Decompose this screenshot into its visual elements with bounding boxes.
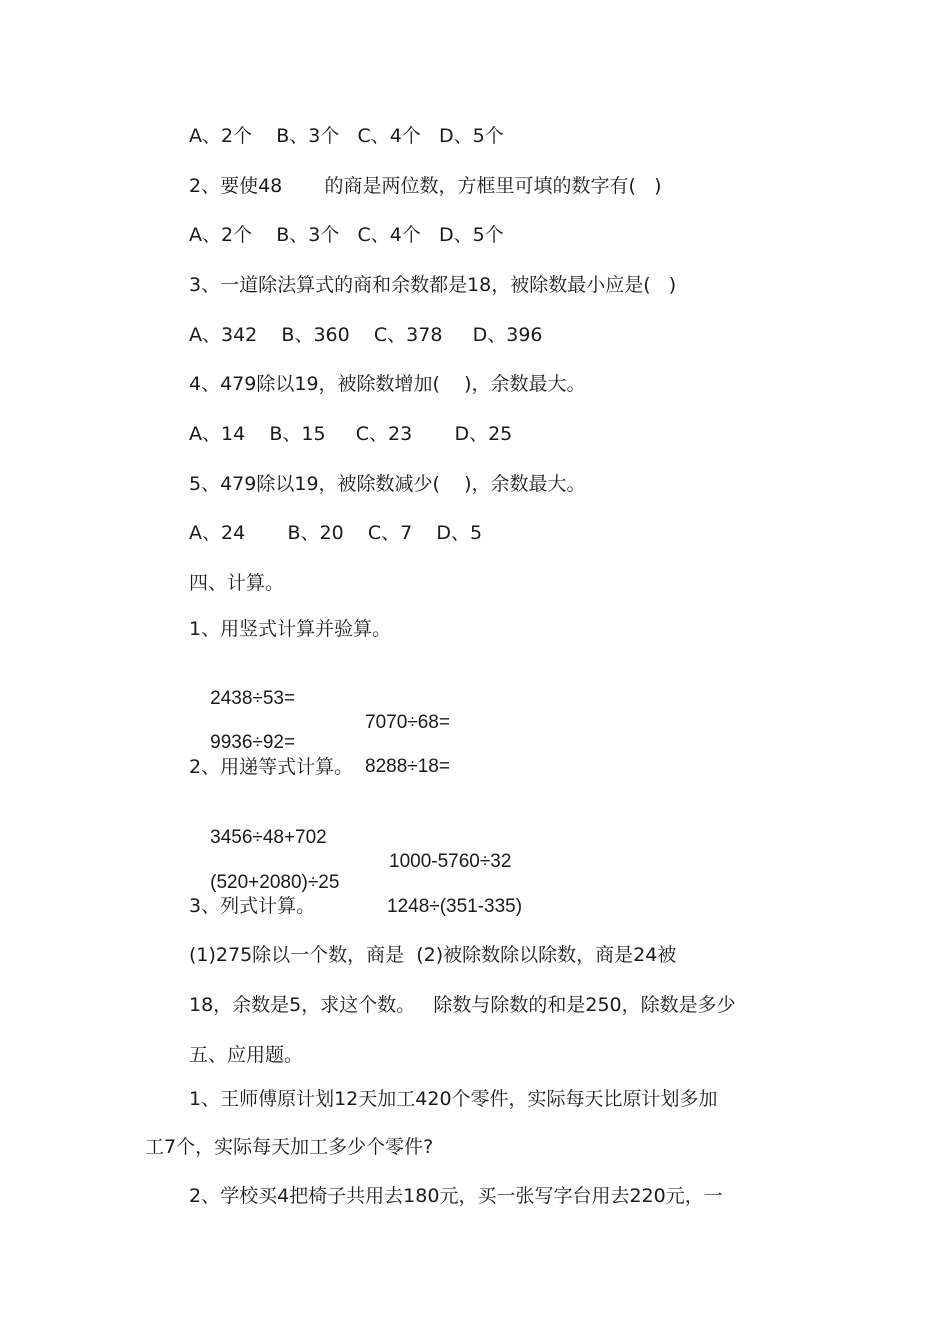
q3-question: 3、一道除法算式的商和余数都是18，被除数最小应是( ) xyxy=(189,274,677,296)
calc-item: 8288÷18= xyxy=(365,756,450,777)
subsection-formula-calculation: 3、列式计算。 xyxy=(189,895,316,917)
calc-item: (520+2080)÷25 xyxy=(210,872,340,893)
q4-question: 4、479除以19，被除数增加( )，余数最大。 xyxy=(189,373,586,395)
subsection-vertical-calculation: 1、用竖式计算并验算。 xyxy=(189,618,392,640)
formula-problems-line-1: (1)275除以一个数，商是 (2)被除数除以除数，商是24被 xyxy=(189,944,677,966)
section-heading-calculation: 四、计算。 xyxy=(189,572,285,594)
calc-item: 7070÷68= xyxy=(365,712,450,733)
q2-question: 2、要使48 的商是两位数，方框里可填的数字有( ) xyxy=(189,175,662,197)
q2-options: A、2个 B、3个 C、4个 D、5个 xyxy=(189,224,504,246)
q3-options: A、342 B、360 C、378 D、396 xyxy=(189,324,543,346)
q4-options: A、14 B、15 C、23 D、25 xyxy=(189,423,513,445)
calc-item: 9936÷92= xyxy=(210,732,296,753)
calc-item: 2438÷53= xyxy=(210,688,296,709)
word-problem-1-line-2: 工7个，实际每天加工多少个零件? xyxy=(145,1136,434,1158)
subsection-stepwise-calculation: 2、用递等式计算。 xyxy=(189,756,354,778)
calc-item: 3456÷48+702 xyxy=(210,827,327,848)
q1-options: A、2个 B、3个 C、4个 D、5个 xyxy=(189,125,504,147)
word-problem-1-line-1: 1、王师傅原计划12天加工420个零件，实际每天比原计划多加 xyxy=(189,1088,718,1110)
q5-options: A、24 B、20 C、7 D、5 xyxy=(189,522,483,544)
word-problem-2-line-1: 2、学校买4把椅子共用去180元，买一张写字台用去220元，一 xyxy=(189,1185,723,1207)
section-heading-word-problems: 五、应用题。 xyxy=(189,1044,304,1066)
formula-problems-line-2: 18，余数是5，求这个数。 除数与除数的和是250，除数是多少 xyxy=(189,994,736,1016)
calc-item: 1000-5760÷32 xyxy=(389,851,512,872)
calc-item: 1248÷(351-335) xyxy=(387,896,523,917)
q5-question: 5、479除以19，被除数减少( )，余数最大。 xyxy=(189,473,586,495)
